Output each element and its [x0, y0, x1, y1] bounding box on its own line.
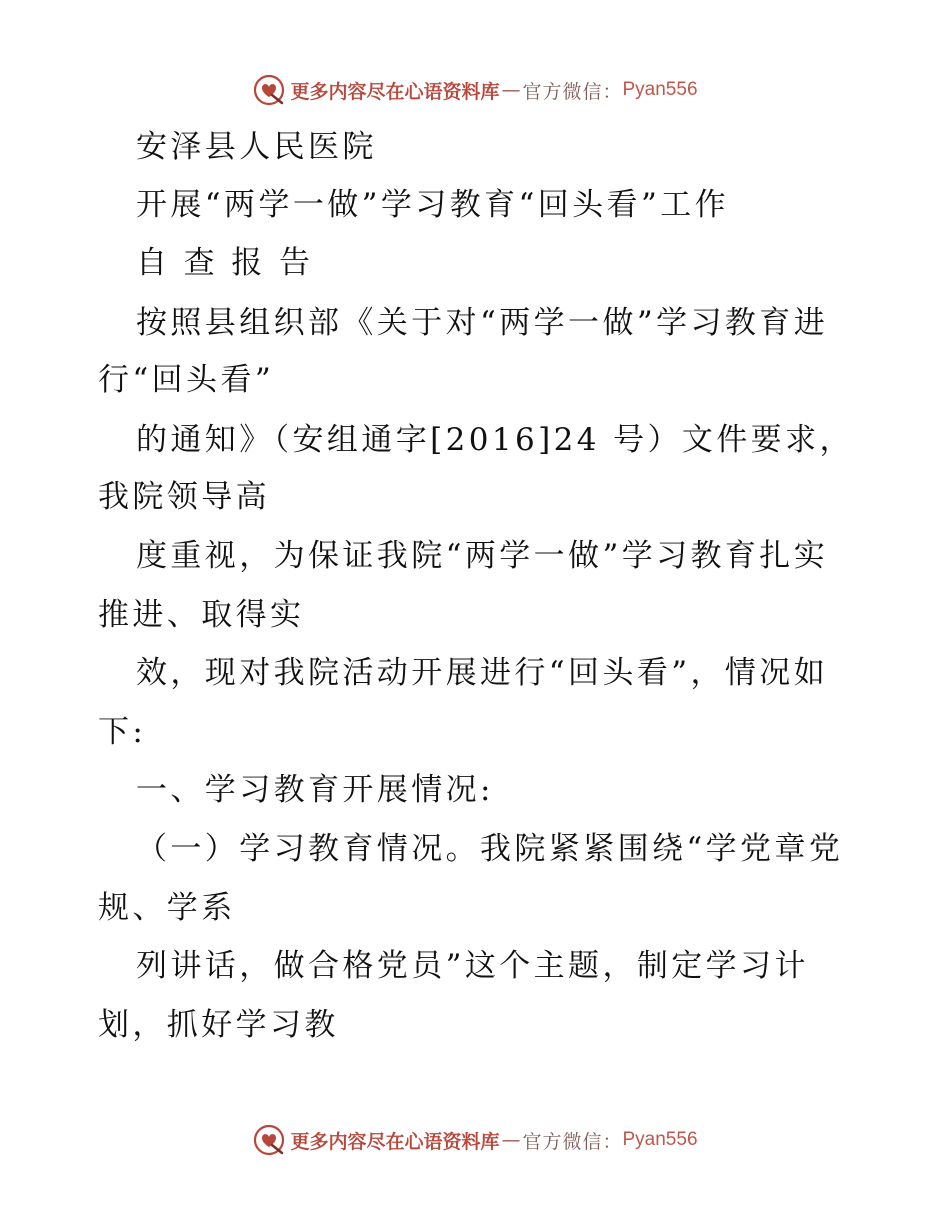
- doc-line: 行“回头看”: [98, 362, 275, 398]
- watermark-dash: —: [501, 1129, 521, 1151]
- doc-title-hospital: 安泽县人民医院: [136, 129, 377, 165]
- doc-title-report: 自 查 报 告: [136, 245, 314, 281]
- doc-line: 按照县组织部《关于对“两学一做”学习教育进: [136, 305, 829, 341]
- doc-line: 推进、取得实: [98, 597, 305, 633]
- watermark-wechat-id: Pyan556: [622, 1129, 698, 1150]
- doc-line: 我院领导高: [98, 479, 270, 515]
- doc-line: 划，抓好学习教: [98, 1007, 339, 1043]
- watermark-header: [0, 70, 950, 110]
- watermark-wechat-label: 官方微信：: [522, 80, 623, 103]
- doc-line: 效，现对我院活动开展进行“回头看”，情况如: [136, 655, 829, 691]
- watermark-dash: —: [501, 79, 521, 101]
- doc-line: 规、学系: [98, 890, 236, 926]
- doc-line: （一）学习教育情况。我院紧紧围绕“学党章党: [136, 831, 844, 867]
- doc-line: 度重视，为保证我院“两学一做”学习教育扎实: [136, 538, 829, 574]
- heart-pen-logo-icon: [252, 73, 286, 107]
- watermark-text: 更多内容尽在心语资料库: [290, 80, 500, 103]
- doc-line: 下:: [98, 714, 147, 750]
- watermark-wechat-id: Pyan556: [622, 79, 698, 100]
- doc-title-topic: 开展“两学一做”学习教育“回头看”工作: [136, 187, 729, 223]
- watermark-text: 更多内容尽在心语资料库: [290, 1130, 500, 1153]
- doc-line: 的通知》（安组通字[2016]24 号）文件要求，: [136, 422, 854, 458]
- doc-line: 列讲话，做合格党员”这个主题，制定学习计: [136, 948, 809, 984]
- watermark-footer: [0, 1120, 950, 1160]
- watermark-wechat-label: 官方微信：: [522, 1130, 623, 1153]
- heart-pen-logo-icon: [252, 1123, 286, 1157]
- doc-section-heading: 一、学习教育开展情况:: [136, 772, 494, 808]
